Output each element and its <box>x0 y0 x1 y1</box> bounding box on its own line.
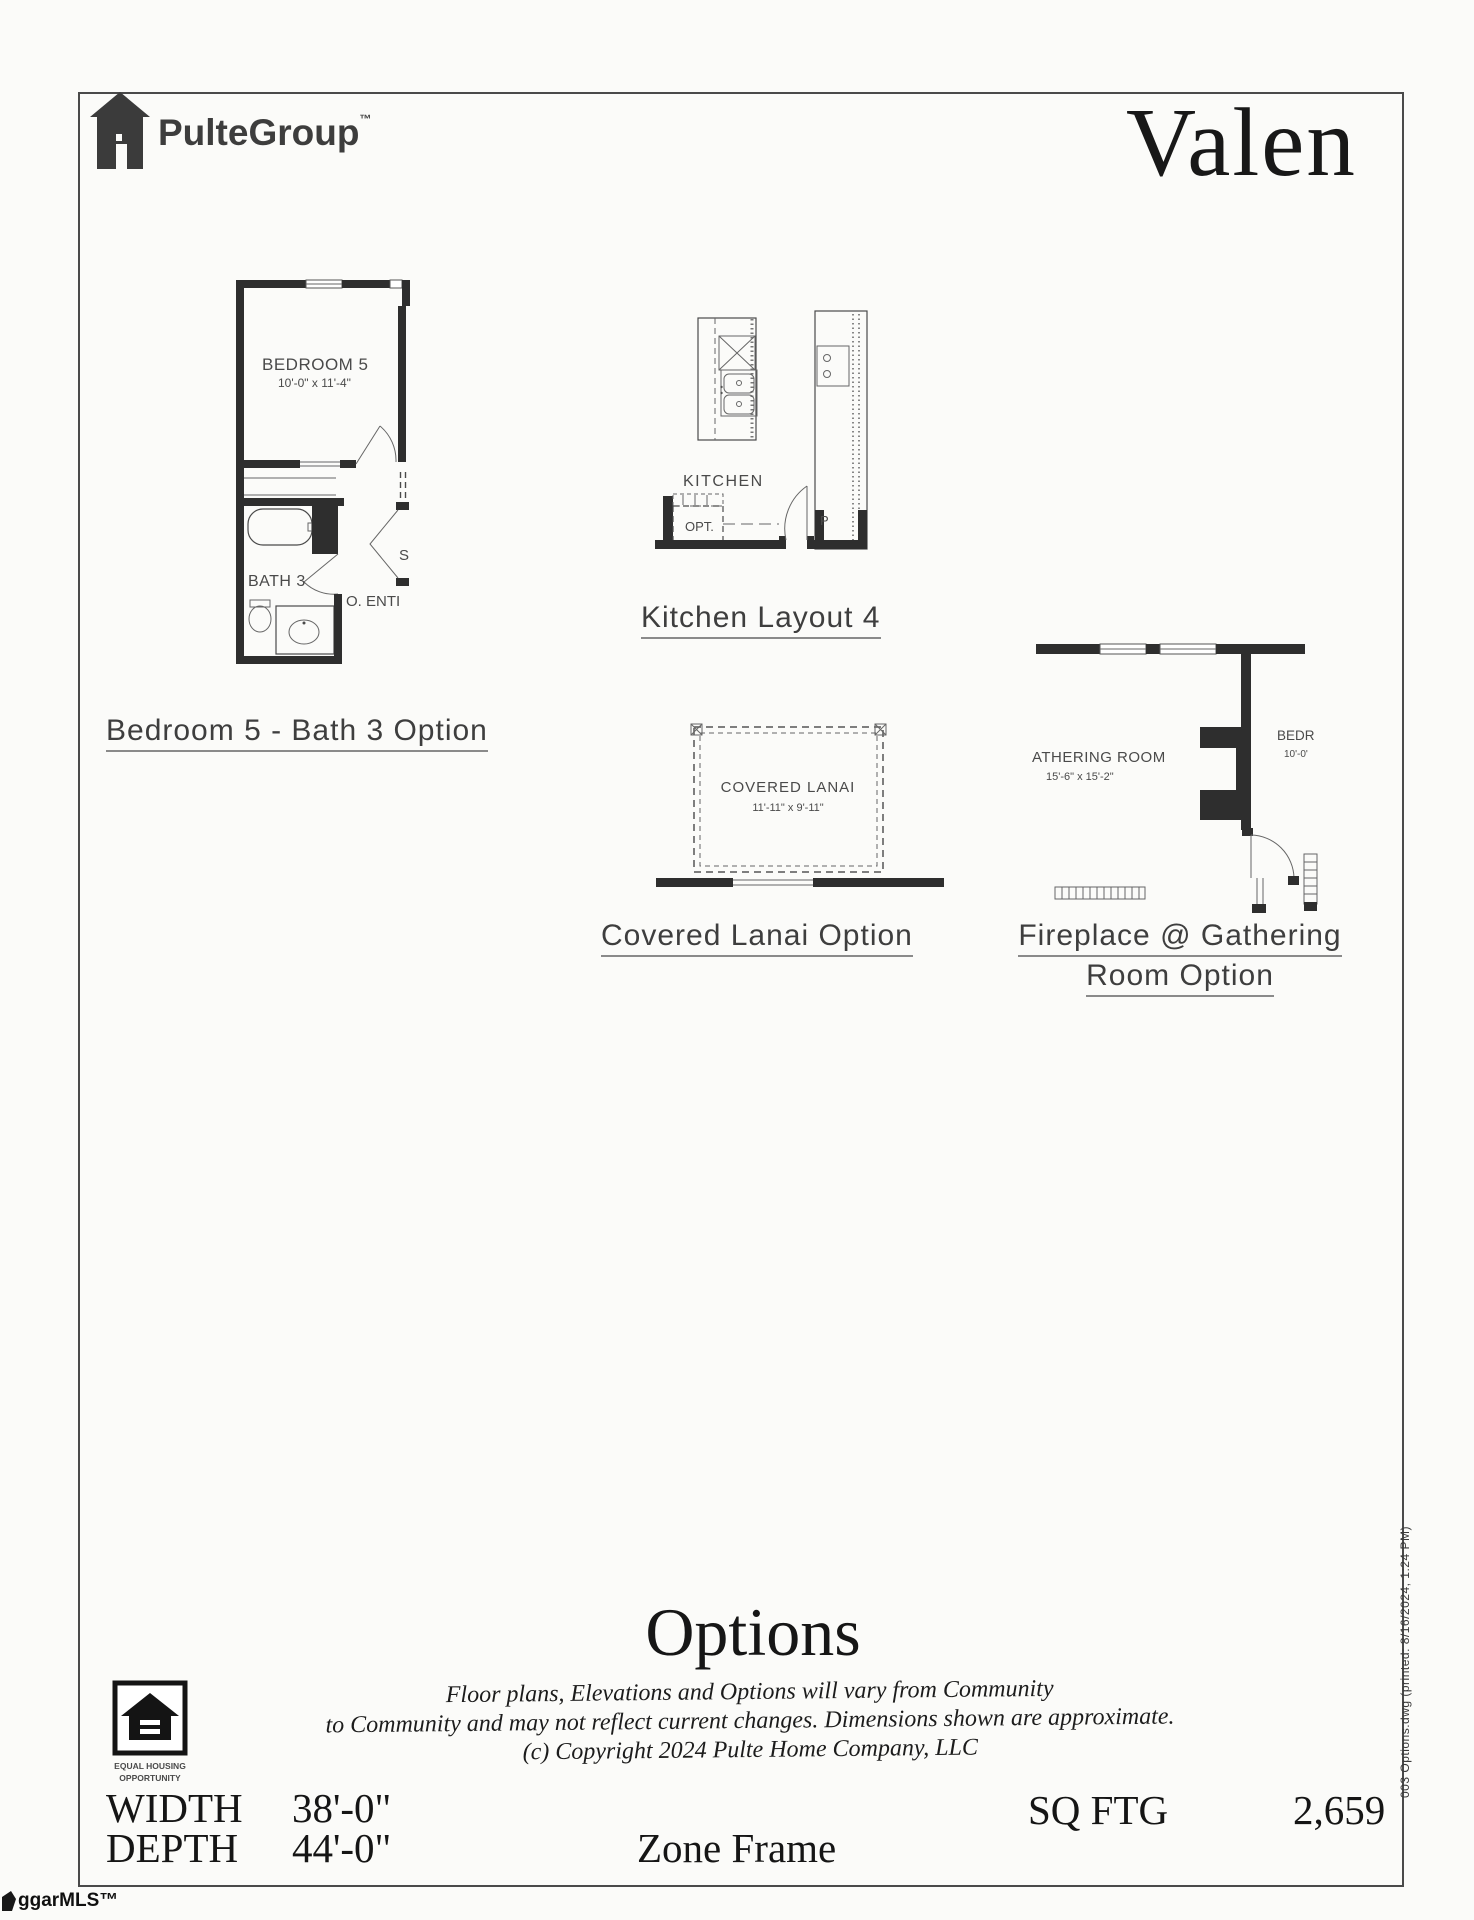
room-label: ATHERING ROOM <box>1032 749 1166 766</box>
depth-label: DEPTH <box>106 1825 239 1871</box>
model-title: Valen <box>1126 89 1357 196</box>
sqftg-label: SQ FTG <box>1028 1787 1169 1833</box>
floor-plan-lanai <box>655 712 950 897</box>
mls-watermark <box>2 1890 118 1912</box>
floor-plan-kitchen <box>655 278 885 558</box>
width-value: 38'-0" <box>292 1785 392 1831</box>
caption-gathering <box>1000 919 1360 997</box>
room-dims: 10'-0" x 11'-4" <box>278 376 351 390</box>
entry-label: O. ENTI <box>346 593 401 610</box>
equal-housing-line2: OPPORTUNITY <box>119 1773 181 1783</box>
disclaimer-line3: (c) Copyright 2024 Pulte Home Company, LLC <box>522 1734 979 1766</box>
brand-tm: ™ <box>359 112 372 126</box>
bath-label: BATH 3 <box>248 573 306 590</box>
equal-housing-line1: EQUAL HOUSING <box>114 1761 186 1771</box>
depth-value: 44'-0" <box>292 1825 392 1871</box>
width-label: WIDTH <box>106 1785 243 1831</box>
equal-housing-logo <box>111 1680 189 1792</box>
zone-label: Zone Frame <box>637 1825 837 1871</box>
closet-label: S <box>399 547 410 564</box>
pultegroup-logo <box>88 90 371 170</box>
disclaimer <box>137 1672 1364 1772</box>
print-note: 003 Options.dwg (printed: 8/16/2024, 1:24 PM) <box>1398 1526 1412 1798</box>
sqftg-value: 2,659 <box>1293 1787 1386 1833</box>
fireplace <box>1200 727 1251 820</box>
room-label: COVERED LANAI <box>720 779 856 796</box>
floor-plan-gathering <box>1030 636 1332 916</box>
pantry-label: P <box>820 513 829 528</box>
disclaimer-line1: Floor plans, Elevations and Options will vary from Community <box>445 1675 1054 1709</box>
toilet <box>249 606 271 632</box>
disclaimer-line2: to Community and may not reflect current changes. Dimensions shown are approximate. <box>325 1703 1175 1739</box>
brand-name-text: PulteGroup <box>158 112 360 153</box>
bedroom-dims: 10'-0' <box>1284 749 1308 760</box>
caption-gathering-line2: Room Option <box>1086 959 1274 997</box>
opt-label: OPT. <box>685 519 714 534</box>
lanai-post <box>875 724 886 735</box>
mls-logo-icon <box>2 1891 16 1911</box>
room-label: BEDROOM 5 <box>262 355 369 374</box>
room-dims: 15'-6" x 15'-2" <box>1046 771 1114 783</box>
room-label: KITCHEN <box>683 473 764 490</box>
caption-lanai: Covered Lanai Option <box>601 919 913 957</box>
caption-bedroom5: Bedroom 5 - Bath 3 Option <box>106 714 488 752</box>
brand-name <box>158 112 371 154</box>
vanity <box>276 606 334 654</box>
refrigerator <box>817 346 849 386</box>
room-dims: 11'-11" x 9'-11" <box>752 802 824 814</box>
mls-watermark-text: ggarMLS™ <box>18 1890 119 1911</box>
options-title: Options <box>645 1594 861 1670</box>
caption-kitchen: Kitchen Layout 4 <box>641 601 881 639</box>
house-icon <box>88 90 152 170</box>
caption-gathering-line1: Fireplace @ Gathering <box>1018 919 1341 957</box>
bedroom-label: BEDR <box>1277 728 1315 743</box>
floor-plan-bedroom5 <box>228 276 423 666</box>
bathtub <box>248 509 312 545</box>
lanai-post <box>691 724 702 735</box>
